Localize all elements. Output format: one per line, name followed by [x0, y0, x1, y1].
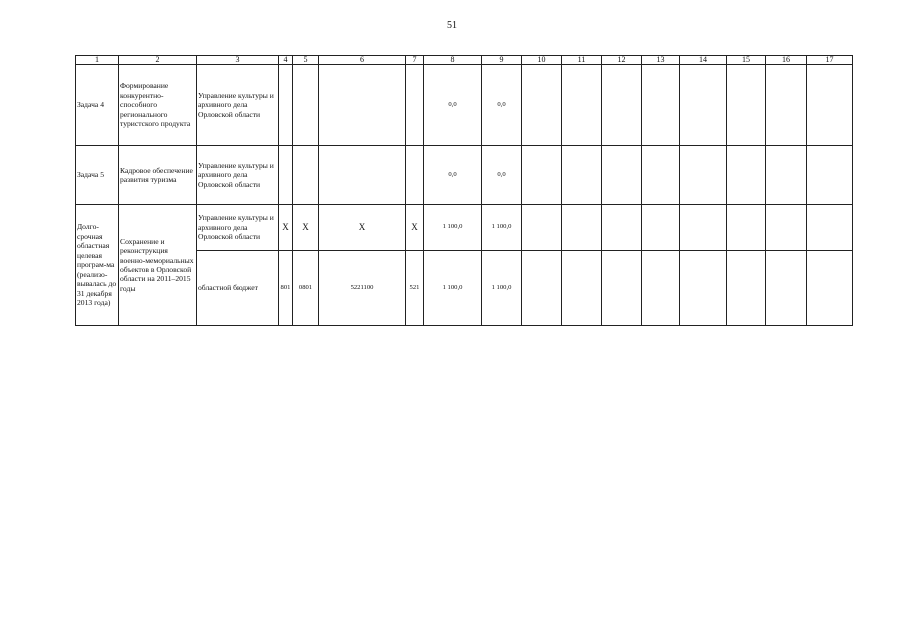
cell-c9: 1 100,0	[482, 251, 522, 326]
table-row	[76, 205, 853, 251]
col-header: 3	[197, 56, 279, 65]
col-header: 7	[406, 56, 424, 65]
cell-empty	[807, 146, 853, 205]
cell-empty	[642, 65, 680, 146]
cell-empty	[680, 251, 727, 326]
col-header: 10	[522, 56, 562, 65]
cell-empty	[766, 146, 807, 205]
cell-empty	[807, 205, 853, 251]
cell-empty	[522, 251, 562, 326]
cell-empty	[642, 205, 680, 251]
cell-c4: 801	[279, 251, 293, 326]
cell-c6: Х	[319, 205, 406, 251]
col-header: 2	[119, 56, 197, 65]
cell-empty	[602, 146, 642, 205]
row-executor: областной бюджет	[197, 251, 279, 326]
cell-empty	[727, 205, 766, 251]
col-header: 15	[727, 56, 766, 65]
cell-empty	[522, 65, 562, 146]
cell-c8: 1 100,0	[424, 205, 482, 251]
col-header: 14	[680, 56, 727, 65]
cell-c8: 0,0	[424, 146, 482, 205]
cell-empty	[562, 146, 602, 205]
cell-c5	[293, 65, 319, 146]
row-description: Сохранение и реконструкция военно-мемориальных объектов в Орловской области на 2011–2015 годы	[119, 205, 197, 326]
row-executor: Управление культуры и архивного дела Орловской области	[197, 146, 279, 205]
cell-empty	[602, 65, 642, 146]
col-header: 11	[562, 56, 602, 65]
cell-empty	[642, 146, 680, 205]
cell-c5	[293, 146, 319, 205]
cell-c7: 521	[406, 251, 424, 326]
cell-c6	[319, 65, 406, 146]
row-name: Задача 4	[76, 65, 119, 146]
cell-empty	[680, 65, 727, 146]
cell-c9: 1 100,0	[482, 205, 522, 251]
cell-c7	[406, 146, 424, 205]
cell-empty	[562, 65, 602, 146]
col-header: 12	[602, 56, 642, 65]
cell-empty	[727, 251, 766, 326]
cell-c5: 0801	[293, 251, 319, 326]
page-number: 51	[447, 20, 457, 31]
table-row	[76, 146, 853, 205]
table-row	[76, 65, 853, 146]
cell-empty	[727, 65, 766, 146]
cell-empty	[522, 146, 562, 205]
cell-c5: Х	[293, 205, 319, 251]
cell-c7: Х	[406, 205, 424, 251]
col-header: 4	[279, 56, 293, 65]
row-description: Формирование конкурентно-способного регионального туристского продукта	[119, 65, 197, 146]
cell-c6	[319, 146, 406, 205]
cell-c8: 1 100,0	[424, 251, 482, 326]
cell-c9: 0,0	[482, 146, 522, 205]
cell-empty	[807, 251, 853, 326]
col-header: 5	[293, 56, 319, 65]
row-name: Задача 5	[76, 146, 119, 205]
cell-empty	[727, 146, 766, 205]
cell-c4	[279, 65, 293, 146]
col-header: 16	[766, 56, 807, 65]
cell-empty	[680, 205, 727, 251]
budget-table	[75, 55, 853, 326]
col-header: 13	[642, 56, 680, 65]
cell-c4: Х	[279, 205, 293, 251]
header-row	[76, 56, 853, 65]
cell-empty	[766, 251, 807, 326]
cell-c9: 0,0	[482, 65, 522, 146]
row-name: Долго-срочная областная целевая програм-ма (реализо-вывалась до 31 декабря 2013 года)	[76, 205, 119, 326]
row-executor: Управление культуры и архивного дела Орловской области	[197, 65, 279, 146]
col-header: 6	[319, 56, 406, 65]
cell-c4	[279, 146, 293, 205]
cell-empty	[642, 251, 680, 326]
col-header: 17	[807, 56, 853, 65]
row-executor: Управление культуры и архивного дела Орловской области	[197, 205, 279, 251]
row-description: Кадровое обеспечение развития туризма	[119, 146, 197, 205]
cell-empty	[522, 205, 562, 251]
cell-empty	[807, 65, 853, 146]
cell-c8: 0,0	[424, 65, 482, 146]
cell-c6: 5221100	[319, 251, 406, 326]
cell-empty	[766, 205, 807, 251]
cell-empty	[562, 205, 602, 251]
col-header: 8	[424, 56, 482, 65]
cell-c7	[406, 65, 424, 146]
col-header: 9	[482, 56, 522, 65]
col-header: 1	[76, 56, 119, 65]
cell-empty	[680, 146, 727, 205]
cell-empty	[602, 205, 642, 251]
cell-empty	[562, 251, 602, 326]
cell-empty	[602, 251, 642, 326]
cell-empty	[766, 65, 807, 146]
